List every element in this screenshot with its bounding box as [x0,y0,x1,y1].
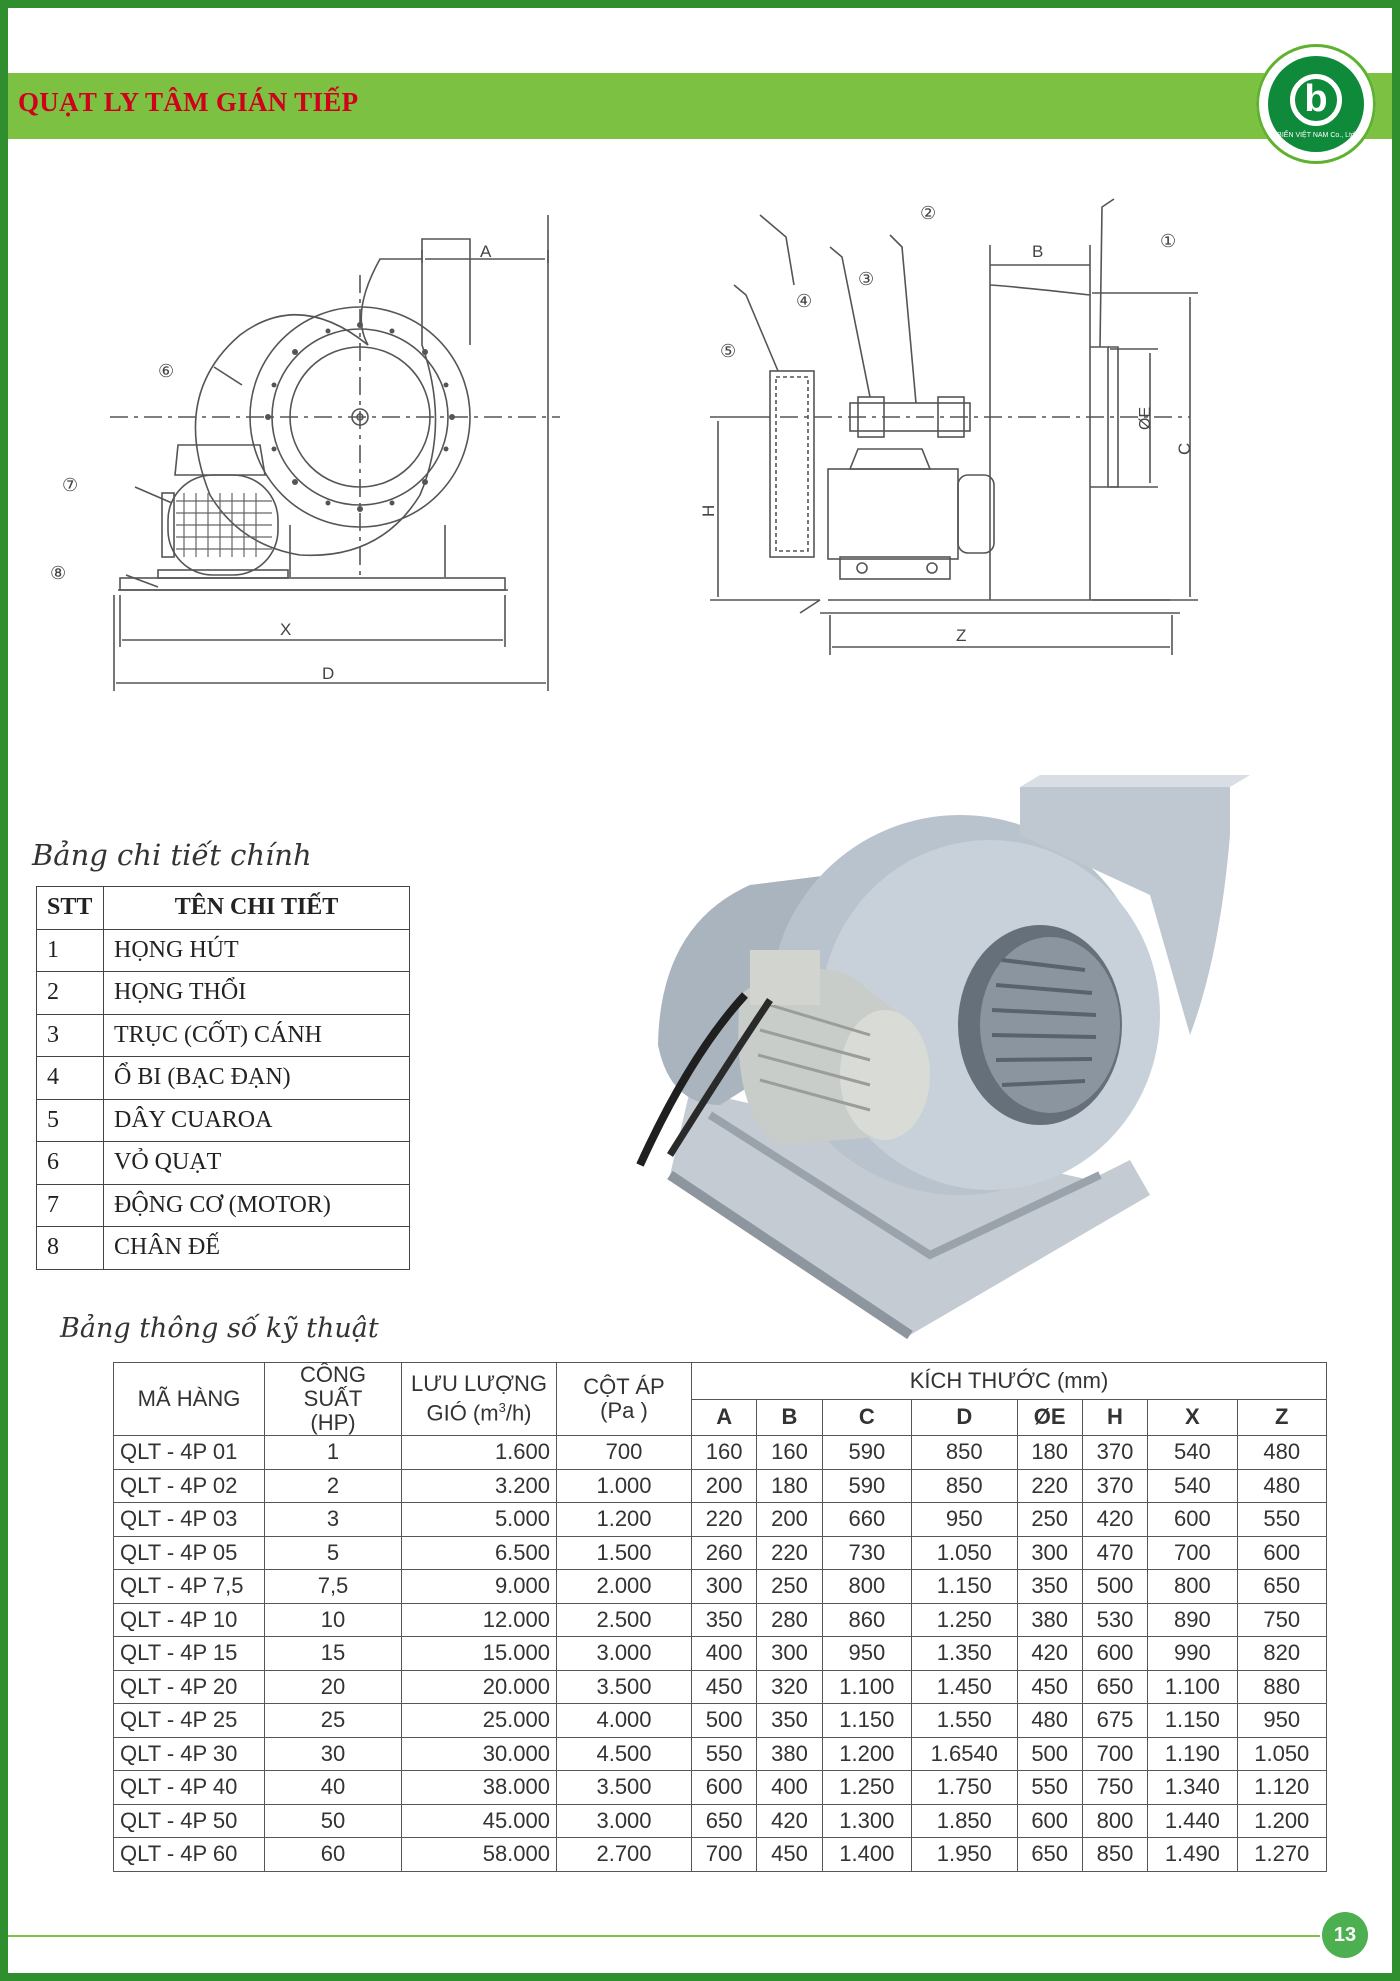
dim-label-z: Z [956,626,967,645]
header-dim-d: D [912,1399,1017,1436]
spec-dim-c: 1.150 [822,1704,911,1738]
header-dim-oe: ØE [1017,1399,1082,1436]
table-row [114,1670,1327,1704]
spec-dim-b: 400 [757,1771,822,1805]
callout-8: ⑧ [50,563,67,583]
spec-dim-x: 800 [1148,1570,1237,1604]
specs-table [113,1362,1327,1872]
spec-power: 20 [265,1670,402,1704]
spec-model-code: QLT - 4P 02 [114,1469,265,1503]
table-row [37,1014,410,1057]
spec-dim-oe: 600 [1017,1804,1082,1838]
spec-dim-x: 1.490 [1148,1838,1237,1872]
spec-dim-z: 820 [1237,1637,1326,1671]
spec-power: 1 [265,1436,402,1470]
header-flow [402,1363,557,1436]
spec-dim-b: 180 [757,1469,822,1503]
spec-pressure: 2.000 [557,1570,692,1604]
spec-pressure: 3.000 [557,1637,692,1671]
spec-dim-z: 650 [1237,1570,1326,1604]
spec-model-code: QLT - 4P 03 [114,1503,265,1537]
spec-dim-x: 1.340 [1148,1771,1237,1805]
spec-dim-x: 1.190 [1148,1737,1237,1771]
parts-header-name: TÊN CHI TIẾT [104,887,410,930]
spec-pressure: 4.500 [557,1737,692,1771]
spec-pressure: 3.500 [557,1771,692,1805]
spec-dim-d: 1.050 [912,1536,1017,1570]
spec-power: 7,5 [265,1570,402,1604]
callout-6: ⑥ [158,361,175,381]
spec-dim-a: 600 [692,1771,757,1805]
parts-table [36,886,410,1270]
spec-dim-b: 280 [757,1603,822,1637]
spec-dim-a: 160 [692,1436,757,1470]
spec-dim-x: 890 [1148,1603,1237,1637]
header-dimensions: KÍCH THƯỚC (mm) [692,1363,1327,1400]
spec-dim-oe: 650 [1017,1838,1082,1872]
spec-dim-oe: 250 [1017,1503,1082,1537]
spec-dim-oe: 480 [1017,1704,1082,1738]
spec-dim-b: 250 [757,1570,822,1604]
spec-pressure: 700 [557,1436,692,1470]
spec-dim-x: 540 [1148,1436,1237,1470]
part-stt: 3 [37,1014,104,1057]
spec-dim-d: 1.850 [912,1804,1017,1838]
spec-dim-d: 850 [912,1469,1017,1503]
dim-label-d: D [322,664,335,683]
spec-dim-b: 450 [757,1838,822,1872]
spec-dim-c: 660 [822,1503,911,1537]
spec-model-code: QLT - 4P 30 [114,1737,265,1771]
spec-dim-oe: 550 [1017,1771,1082,1805]
dim-label-a: A [480,242,492,261]
spec-airflow: 25.000 [402,1704,557,1738]
spec-model-code: QLT - 4P 05 [114,1536,265,1570]
table-row [114,1570,1327,1604]
part-stt: 1 [37,929,104,972]
company-logo [1256,44,1376,164]
spec-airflow: 5.000 [402,1503,557,1537]
header-pressure [557,1363,692,1436]
spec-dim-b: 220 [757,1536,822,1570]
table-row [114,1503,1327,1537]
spec-dim-x: 990 [1148,1637,1237,1671]
logo-subtitle: BIỂN VIỆT NAM Co., Ltd [1277,132,1355,139]
front-view-drawing [50,195,570,700]
table-row [114,1469,1327,1503]
header-code: MÃ HÀNG [114,1363,265,1436]
spec-dim-d: 1.150 [912,1570,1017,1604]
spec-model-code: QLT - 4P 60 [114,1838,265,1872]
header-pressure-unit: (Pa ) [600,1398,648,1423]
table-row [37,972,410,1015]
spec-model-code: QLT - 4P 20 [114,1670,265,1704]
header-pressure-label: CỘT ÁP [583,1374,665,1399]
spec-model-code: QLT - 4P 50 [114,1804,265,1838]
header-dim-a: A [692,1399,757,1436]
table-row [114,1637,1327,1671]
spec-dim-c: 860 [822,1603,911,1637]
spec-dim-d: 850 [912,1436,1017,1470]
table-row [37,1142,410,1185]
spec-dim-a: 700 [692,1838,757,1872]
spec-airflow: 9.000 [402,1570,557,1604]
spec-dim-c: 800 [822,1570,911,1604]
table-row [37,1227,410,1270]
spec-airflow: 15.000 [402,1637,557,1671]
parts-header-row [37,887,410,930]
part-name: TRỤC (CỐT) CÁNH [104,1014,410,1057]
spec-pressure: 1.500 [557,1536,692,1570]
spec-dim-a: 300 [692,1570,757,1604]
part-stt: 8 [37,1227,104,1270]
spec-dim-c: 1.200 [822,1737,911,1771]
spec-dim-h: 600 [1082,1637,1147,1671]
spec-dim-x: 1.100 [1148,1670,1237,1704]
part-name: Ổ BI (BẠC ĐẠN) [104,1057,410,1100]
callout-2: ② [920,203,937,223]
spec-dim-d: 1.450 [912,1670,1017,1704]
spec-airflow: 20.000 [402,1670,557,1704]
spec-dim-h: 750 [1082,1771,1147,1805]
spec-dim-d: 950 [912,1503,1017,1537]
header-flow-unit: GIÓ $(m^3/h)$ [426,1400,532,1426]
side-view-drawing [690,195,1210,655]
spec-dim-d: 1.550 [912,1704,1017,1738]
spec-model-code: QLT - 4P 10 [114,1603,265,1637]
spec-dim-h: 675 [1082,1704,1147,1738]
spec-dim-oe: 220 [1017,1469,1082,1503]
spec-dim-b: 350 [757,1704,822,1738]
table-row [114,1704,1327,1738]
table-row [37,1099,410,1142]
spec-dim-a: 200 [692,1469,757,1503]
header-power-label: CÔNG SUẤT [300,1362,366,1411]
spec-pressure: 1.000 [557,1469,692,1503]
part-name: DÂY CUAROA [104,1099,410,1142]
table-row [114,1603,1327,1637]
header-dim-c: C [822,1399,911,1436]
spec-dim-a: 450 [692,1670,757,1704]
part-stt: 6 [37,1142,104,1185]
callout-4: ④ [796,291,813,311]
table-row [37,929,410,972]
dim-label-c: C [1175,442,1194,455]
parts-header-stt: STT [37,887,104,930]
spec-dim-x: 1.150 [1148,1704,1237,1738]
spec-dim-z: 880 [1237,1670,1326,1704]
spec-dim-a: 260 [692,1536,757,1570]
part-name: ĐỘNG CƠ (MOTOR) [104,1184,410,1227]
part-name: VỎ QUẠT [104,1142,410,1185]
spec-dim-h: 530 [1082,1603,1147,1637]
spec-airflow: 3.200 [402,1469,557,1503]
spec-dim-z: 1.050 [1237,1737,1326,1771]
product-photo [630,775,1250,1345]
page-title: QUẠT LY TÂM GIÁN TIẾP [18,87,359,117]
header-dim-h: H [1082,1399,1147,1436]
callout-5: ⑤ [720,341,737,361]
spec-power: 50 [265,1804,402,1838]
spec-power: 15 [265,1637,402,1671]
spec-pressure: 3.000 [557,1804,692,1838]
spec-dim-z: 600 [1237,1536,1326,1570]
spec-dim-b: 200 [757,1503,822,1537]
header-dim-x: X [1148,1399,1237,1436]
callout-1: ① [1160,231,1177,251]
spec-pressure: 4.000 [557,1704,692,1738]
spec-airflow: 1.600 [402,1436,557,1470]
table-row [114,1771,1327,1805]
spec-dim-d: 1.950 [912,1838,1017,1872]
spec-dim-x: 1.440 [1148,1804,1237,1838]
spec-dim-c: 950 [822,1637,911,1671]
spec-dim-z: 480 [1237,1436,1326,1470]
spec-dim-c: 1.300 [822,1804,911,1838]
header-banner [8,73,1392,139]
spec-dim-h: 650 [1082,1670,1147,1704]
spec-model-code: QLT - 4P 7,5 [114,1570,265,1604]
callout-3: ③ [858,269,875,289]
spec-dim-a: 350 [692,1603,757,1637]
spec-dim-a: 650 [692,1804,757,1838]
part-stt: 2 [37,972,104,1015]
spec-dim-h: 370 [1082,1469,1147,1503]
footer-line [8,1935,1320,1937]
spec-dim-oe: 300 [1017,1536,1082,1570]
page-number: 13 [1322,1912,1368,1958]
spec-power: 2 [265,1469,402,1503]
spec-pressure: 3.500 [557,1670,692,1704]
spec-dim-h: 800 [1082,1804,1147,1838]
dim-label-x: X [280,620,292,639]
spec-dim-oe: 450 [1017,1670,1082,1704]
spec-dim-d: 1.350 [912,1637,1017,1671]
spec-dim-z: 550 [1237,1503,1326,1537]
spec-dim-h: 850 [1082,1838,1147,1872]
callout-7: ⑦ [62,475,79,495]
spec-airflow: 38.000 [402,1771,557,1805]
logo-letter: b [1290,74,1342,126]
spec-dim-z: 1.270 [1237,1838,1326,1872]
header-power [265,1363,402,1436]
spec-dim-z: 1.120 [1237,1771,1326,1805]
spec-pressure: 2.500 [557,1603,692,1637]
dim-label-oe: ØE [1137,406,1154,430]
spec-power: 40 [265,1771,402,1805]
spec-dim-oe: 180 [1017,1436,1082,1470]
table-row [37,1184,410,1227]
dim-label-b: B [1032,242,1044,261]
part-name: HỌNG THỔI [104,972,410,1015]
spec-airflow: 30.000 [402,1737,557,1771]
spec-dim-h: 370 [1082,1436,1147,1470]
table-row [114,1737,1327,1771]
spec-dim-b: 160 [757,1436,822,1470]
spec-dim-oe: 380 [1017,1603,1082,1637]
header-dim-b: B [757,1399,822,1436]
spec-dim-b: 420 [757,1804,822,1838]
spec-dim-h: 420 [1082,1503,1147,1537]
spec-airflow: 58.000 [402,1838,557,1872]
spec-dim-c: 1.250 [822,1771,911,1805]
spec-power: 5 [265,1536,402,1570]
spec-dim-c: 590 [822,1436,911,1470]
spec-dim-d: 1.250 [912,1603,1017,1637]
spec-airflow: 45.000 [402,1804,557,1838]
spec-dim-h: 700 [1082,1737,1147,1771]
spec-dim-c: 1.400 [822,1838,911,1872]
table-row [37,1057,410,1100]
spec-dim-b: 300 [757,1637,822,1671]
spec-dim-b: 380 [757,1737,822,1771]
spec-power: 60 [265,1838,402,1872]
spec-dim-a: 550 [692,1737,757,1771]
spec-dim-c: 590 [822,1469,911,1503]
spec-dim-d: 1.750 [912,1771,1017,1805]
spec-model-code: QLT - 4P 01 [114,1436,265,1470]
spec-model-code: QLT - 4P 40 [114,1771,265,1805]
spec-power: 10 [265,1603,402,1637]
specs-table-title: Bảng thông số kỹ thuật [60,1313,379,1344]
spec-power: 25 [265,1704,402,1738]
specs-header-row [114,1363,1327,1400]
table-row [114,1838,1327,1872]
header-dim-z: Z [1237,1399,1326,1436]
spec-dim-oe: 350 [1017,1570,1082,1604]
dim-label-h: H [699,504,718,517]
spec-pressure: 2.700 [557,1838,692,1872]
spec-dim-z: 750 [1237,1603,1326,1637]
spec-airflow: 6.500 [402,1536,557,1570]
part-stt: 5 [37,1099,104,1142]
spec-dim-c: 730 [822,1536,911,1570]
spec-pressure: 1.200 [557,1503,692,1537]
spec-dim-a: 220 [692,1503,757,1537]
header-power-unit: (HP) [310,1410,356,1435]
spec-dim-c: 1.100 [822,1670,911,1704]
spec-dim-b: 320 [757,1670,822,1704]
spec-dim-z: 1.200 [1237,1804,1326,1838]
spec-dim-x: 700 [1148,1536,1237,1570]
spec-dim-h: 500 [1082,1570,1147,1604]
spec-dim-h: 470 [1082,1536,1147,1570]
spec-model-code: QLT - 4P 25 [114,1704,265,1738]
spec-airflow: 12.000 [402,1603,557,1637]
table-row [114,1436,1327,1470]
spec-power: 3 [265,1503,402,1537]
part-name: HỌNG HÚT [104,929,410,972]
header-flow-label: LƯU LƯỢNG [411,1371,547,1397]
parts-table-title: Bảng chi tiết chính [32,838,312,872]
spec-dim-z: 950 [1237,1704,1326,1738]
spec-dim-a: 500 [692,1704,757,1738]
table-row [114,1804,1327,1838]
spec-model-code: QLT - 4P 15 [114,1637,265,1671]
part-stt: 4 [37,1057,104,1100]
part-stt: 7 [37,1184,104,1227]
part-name: CHÂN ĐẾ [104,1227,410,1270]
spec-dim-a: 400 [692,1637,757,1671]
spec-dim-d: 1.6540 [912,1737,1017,1771]
spec-dim-oe: 500 [1017,1737,1082,1771]
spec-dim-z: 480 [1237,1469,1326,1503]
spec-dim-x: 600 [1148,1503,1237,1537]
spec-power: 30 [265,1737,402,1771]
spec-dim-oe: 420 [1017,1637,1082,1671]
spec-dim-x: 540 [1148,1469,1237,1503]
table-row [114,1536,1327,1570]
